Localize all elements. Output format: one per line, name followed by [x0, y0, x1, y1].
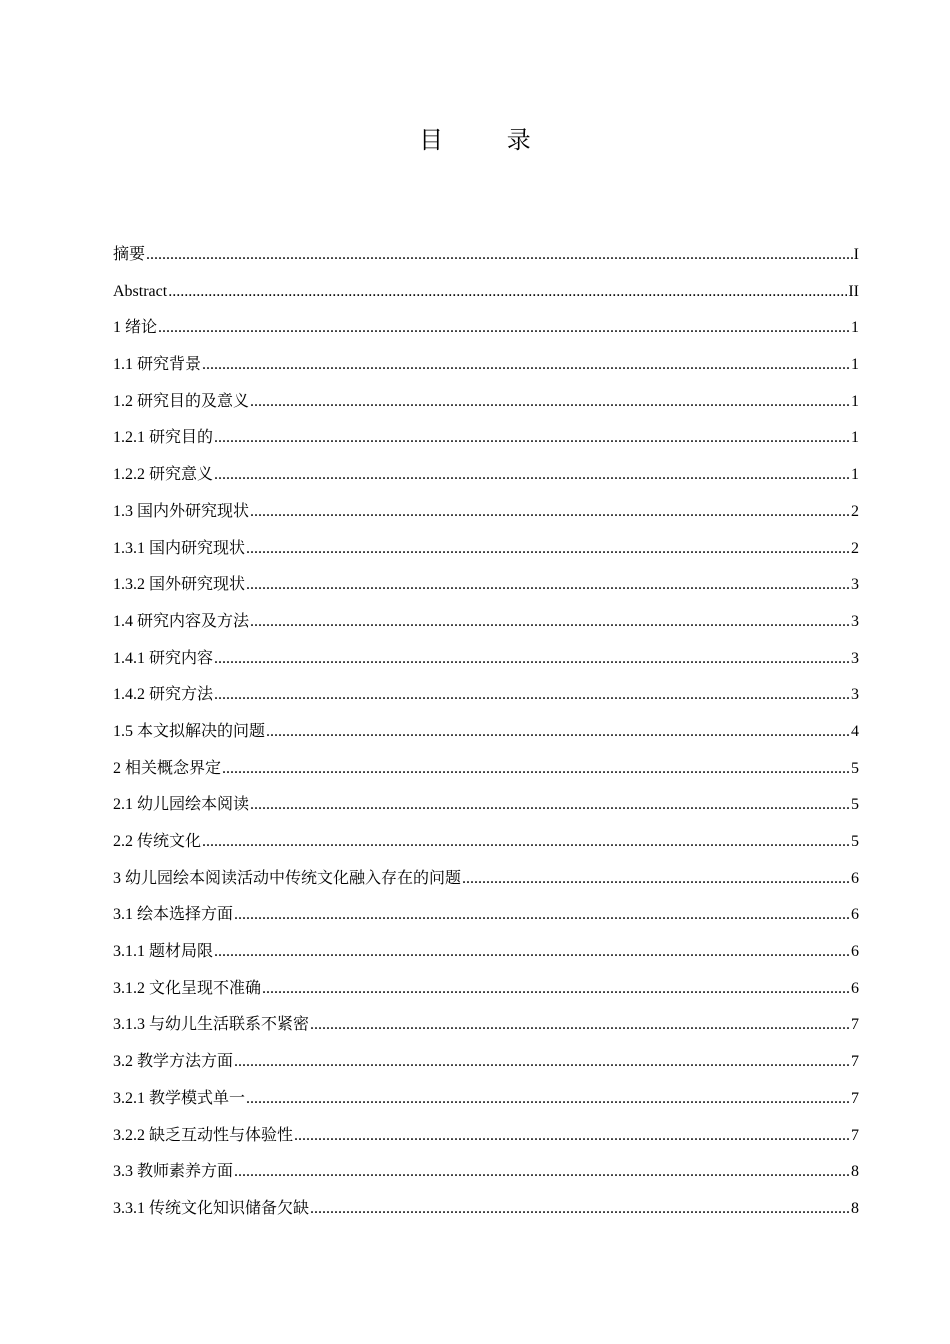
- toc-leader-dots: [250, 384, 850, 421]
- toc-entry-label: 2 相关概念界定: [113, 759, 222, 777]
- page-title: 目 录: [419, 126, 559, 154]
- toc-entry[interactable]: [113, 861, 859, 898]
- toc-entry-page: 5: [851, 833, 859, 850]
- toc-entry-label: 1.2 研究目的及意义: [113, 392, 250, 410]
- toc-leader-dots: [234, 897, 850, 934]
- toc-entry[interactable]: [113, 934, 859, 971]
- toc-entry-page: 5: [851, 796, 859, 814]
- toc-leader-dots: [310, 1007, 850, 1044]
- toc-entry[interactable]: [113, 457, 859, 494]
- toc-entry-page: 3: [851, 686, 859, 704]
- toc-entry[interactable]: [113, 384, 859, 421]
- toc-entry-label: 1.4.2 研究方法: [113, 686, 214, 704]
- toc-entry-label: 3.2.1 教学模式单一: [113, 1089, 246, 1107]
- toc-leader-dots: [246, 1081, 850, 1118]
- toc-leader-dots: [214, 641, 850, 678]
- toc-entry[interactable]: [113, 1191, 859, 1228]
- toc-entry-label: 3.2.2 缺乏互动性与体验性: [113, 1126, 294, 1144]
- toc-entry[interactable]: [113, 971, 859, 1008]
- toc-entry[interactable]: [113, 897, 859, 934]
- toc-entry[interactable]: [113, 567, 859, 604]
- toc-entry-label: 3.1.2 文化呈现不准确: [113, 979, 262, 997]
- toc-entry-page: II: [848, 282, 859, 300]
- toc-entry-page: 7: [851, 1089, 859, 1107]
- toc-leader-dots: [234, 1154, 850, 1191]
- toc-entry-page: I: [853, 246, 859, 263]
- toc-entry-page: 4: [851, 722, 859, 740]
- toc-entry-page: 3: [851, 649, 859, 667]
- toc-entry[interactable]: [113, 787, 859, 824]
- toc-entry-page: 3: [851, 576, 859, 594]
- toc-leader-dots: [202, 347, 850, 384]
- toc-leader-dots: [246, 567, 850, 604]
- toc-entry-label: 3 幼儿园绘本阅读活动中传统文化融入存在的问题: [113, 869, 462, 887]
- toc-entry-label: 1.2.1 研究目的: [113, 429, 214, 447]
- toc-entry-page: 1: [851, 429, 859, 447]
- toc-entry[interactable]: [113, 751, 859, 788]
- toc-entry-label: Abstract: [113, 282, 168, 300]
- toc-entry[interactable]: [113, 604, 859, 641]
- toc-entry-label: 3.3.1 传统文化知识储备欠缺: [113, 1199, 310, 1217]
- toc-entry-label: 3.1.1 题材局限: [113, 943, 214, 961]
- toc-leader-dots: [214, 457, 850, 494]
- toc-entry-label: 1.1 研究背景: [113, 356, 202, 374]
- toc-entry-page: 7: [851, 1016, 859, 1034]
- toc-entry-page: 6: [851, 869, 859, 887]
- toc-leader-dots: [266, 714, 850, 751]
- toc-entry[interactable]: [113, 420, 859, 457]
- toc-entry-page: 1: [851, 356, 859, 374]
- toc-entry-page: 7: [851, 1126, 859, 1144]
- toc-entry-label: 2.2 传统文化: [113, 833, 202, 850]
- toc-entry-page: 2: [851, 502, 859, 520]
- toc-entry-label: 1.4.1 研究内容: [113, 649, 214, 667]
- toc-entry-page: 6: [851, 979, 859, 997]
- toc-leader-dots: [202, 824, 850, 861]
- toc-leader-dots: [214, 934, 850, 971]
- toc-leader-dots: [250, 787, 850, 824]
- toc-entry[interactable]: [113, 714, 859, 751]
- toc-entry[interactable]: [113, 310, 859, 347]
- toc-entry[interactable]: [113, 677, 859, 714]
- toc-list: [113, 237, 859, 1228]
- toc-entry-page: 5: [851, 759, 859, 777]
- toc-entry-label: 1.3.2 国外研究现状: [113, 576, 246, 594]
- toc-leader-dots: [214, 677, 850, 714]
- toc-leader-dots: [168, 274, 847, 311]
- toc-entry-label: 1.3 国内外研究现状: [113, 502, 250, 520]
- toc-leader-dots: [250, 494, 850, 531]
- toc-entry[interactable]: [113, 531, 859, 568]
- toc-leader-dots: [262, 971, 850, 1008]
- toc-entry-page: 1: [851, 392, 859, 410]
- toc-entry[interactable]: [113, 494, 859, 531]
- toc-entry-label: 1.5 本文拟解决的问题: [113, 722, 266, 740]
- toc-leader-dots: [250, 604, 850, 641]
- toc-entry-page: 1: [851, 319, 859, 337]
- toc-entry-label: 3.2 教学方法方面: [113, 1053, 234, 1071]
- toc-entry[interactable]: [113, 274, 859, 311]
- toc-entry-page: 6: [851, 906, 859, 924]
- toc-entry-label: 2.1 幼儿园绘本阅读: [113, 796, 250, 814]
- toc-entry[interactable]: [113, 347, 859, 384]
- toc-leader-dots: [294, 1118, 850, 1155]
- toc-entry-label: 3.3 教师素养方面: [113, 1163, 234, 1181]
- toc-entry-label: 3.1 绘本选择方面: [113, 906, 234, 924]
- toc-leader-dots: [146, 237, 853, 274]
- toc-entry[interactable]: [113, 1007, 859, 1044]
- toc-leader-dots: [222, 751, 850, 788]
- toc-entry[interactable]: [113, 1154, 859, 1191]
- toc-entry-page: 8: [851, 1199, 859, 1217]
- toc-entry[interactable]: [113, 237, 859, 274]
- toc-entry[interactable]: [113, 641, 859, 678]
- toc-entry-page: 6: [851, 943, 859, 961]
- toc-entry-label: 1.3.1 国内研究现状: [113, 539, 246, 557]
- toc-entry-label: 3.1.3 与幼儿生活联系不紧密: [113, 1016, 310, 1034]
- toc-entry-label: 摘要: [113, 246, 146, 263]
- toc-entry-page: 8: [851, 1163, 859, 1181]
- toc-entry-label: 1 绪论: [113, 319, 158, 337]
- toc-entry-page: 7: [851, 1053, 859, 1071]
- toc-leader-dots: [310, 1191, 850, 1228]
- toc-leader-dots: [234, 1044, 850, 1081]
- toc-entry[interactable]: [113, 1118, 859, 1155]
- toc-entry-label: 1.2.2 研究意义: [113, 466, 214, 484]
- toc-entry-page: 2: [851, 539, 859, 557]
- toc-entry[interactable]: [113, 824, 859, 861]
- toc-entry[interactable]: [113, 1081, 859, 1118]
- toc-entry[interactable]: [113, 1044, 859, 1081]
- toc-entry-page: 1: [851, 466, 859, 484]
- toc-leader-dots: [214, 420, 850, 457]
- toc-leader-dots: [158, 310, 850, 347]
- toc-leader-dots: [246, 531, 850, 568]
- toc-leader-dots: [462, 861, 850, 898]
- toc-entry-label: 1.4 研究内容及方法: [113, 612, 250, 630]
- toc-entry-page: 3: [851, 612, 859, 630]
